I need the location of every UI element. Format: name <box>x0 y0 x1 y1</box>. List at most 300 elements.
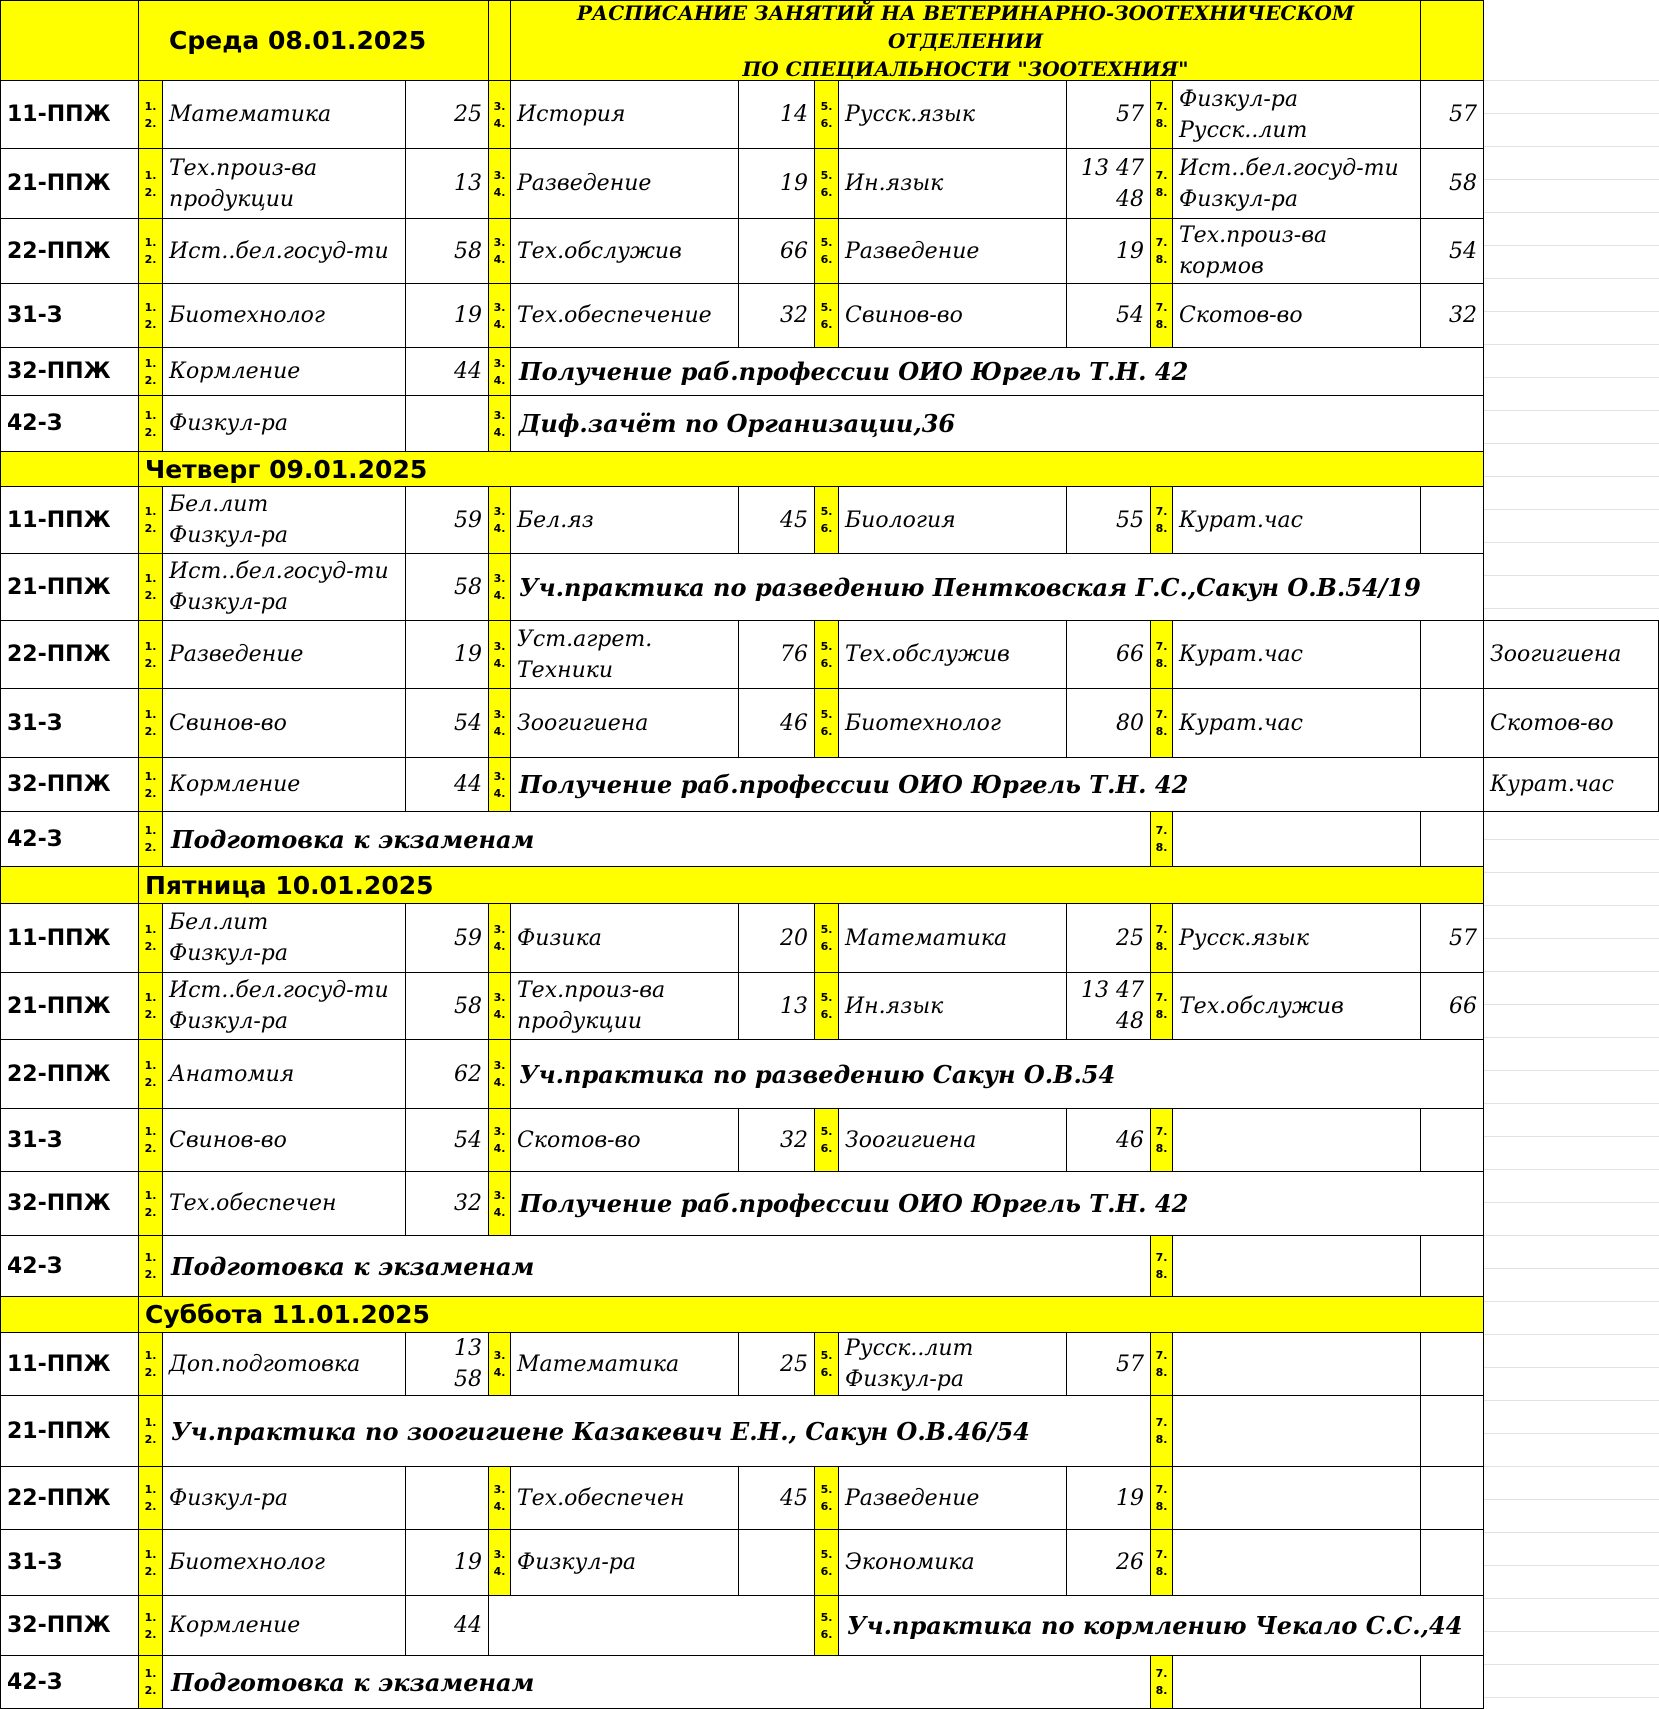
room-cell[interactable] <box>405 347 489 396</box>
room-cell[interactable] <box>738 148 815 219</box>
subject-cell[interactable] <box>838 1529 1067 1596</box>
day-header-blank <box>0 866 139 904</box>
pair-number <box>488 347 511 396</box>
subject-text <box>845 505 956 536</box>
text-line: 57 <box>1449 102 1477 127</box>
text-line: Тех.произ-ва <box>169 155 318 181</box>
subject-cell[interactable] <box>510 1332 739 1396</box>
text-line: 2. <box>144 116 157 130</box>
sheet-gridline <box>1483 1499 1659 1500</box>
room-cell[interactable] <box>405 395 489 452</box>
subject-cell[interactable] <box>838 972 1067 1040</box>
day-header-blank <box>0 451 139 487</box>
text-line: 2. <box>144 373 157 387</box>
day-label[interactable] <box>138 1296 1484 1333</box>
room-cell[interactable] <box>738 1529 815 1596</box>
text-line: 2. <box>144 317 157 331</box>
pair-number <box>814 1466 839 1530</box>
subject-cell[interactable] <box>1172 486 1421 554</box>
room-text <box>454 1059 482 1090</box>
subject-text <box>845 236 979 267</box>
room-cell[interactable] <box>738 903 815 973</box>
sheet-gridline <box>1483 212 1659 213</box>
text-line: 4. <box>493 1205 506 1219</box>
room-cell[interactable] <box>1420 218 1484 284</box>
text-line: 5. <box>820 1483 833 1496</box>
group-name[interactable] <box>0 80 139 149</box>
room-cell[interactable] <box>1066 283 1151 348</box>
room-cell[interactable] <box>405 1466 489 1530</box>
subject-cell[interactable] <box>1172 903 1421 973</box>
subject-text <box>517 1547 636 1578</box>
group-name[interactable] <box>0 1108 139 1172</box>
room-cell[interactable] <box>1066 1529 1151 1596</box>
text-line: 54 <box>454 1127 482 1153</box>
subject-cell[interactable] <box>1172 1655 1421 1709</box>
subject-cell[interactable] <box>1172 1235 1421 1297</box>
subject-cell[interactable] <box>838 1108 1067 1172</box>
room-cell[interactable] <box>405 1108 489 1172</box>
subject-cell[interactable] <box>162 395 406 452</box>
text-line: 7. <box>1155 99 1168 113</box>
room-cell[interactable] <box>1420 1332 1484 1396</box>
group-name[interactable] <box>0 620 139 689</box>
text-line: 4. <box>493 725 506 738</box>
subject-text <box>169 1547 325 1578</box>
group-name[interactable] <box>0 218 139 284</box>
text-line: 32 <box>780 1127 808 1153</box>
text-line: Кормление <box>169 359 301 384</box>
subject-cell[interactable] <box>510 1529 739 1596</box>
room-cell[interactable] <box>1066 903 1151 973</box>
room-cell[interactable] <box>405 972 489 1040</box>
pair-number <box>138 347 163 396</box>
room-cell[interactable] <box>738 80 815 149</box>
room-cell[interactable] <box>1066 972 1151 1040</box>
room-cell[interactable] <box>738 1332 815 1396</box>
subject-cell[interactable] <box>162 80 406 149</box>
room-cell[interactable] <box>738 972 815 1040</box>
text-line: 3. <box>493 356 506 370</box>
text-line: 6. <box>820 1008 833 1021</box>
text-line: 8. <box>1155 185 1168 199</box>
subject-cell[interactable] <box>162 688 406 758</box>
room-cell[interactable] <box>1066 1466 1151 1530</box>
group-name-text: 42-З <box>7 411 63 436</box>
room-cell[interactable] <box>738 283 815 348</box>
text-line: 6. <box>820 1627 833 1641</box>
room-text <box>1116 708 1144 739</box>
text-line: Кормление <box>169 772 301 797</box>
pair-number <box>138 486 163 554</box>
sheet-gridline <box>1483 1334 1659 1335</box>
room-cell[interactable] <box>738 218 815 284</box>
sheet-gridline <box>1483 575 1659 576</box>
text-line: 3. <box>493 1547 506 1561</box>
text-line: 57 <box>1116 1351 1144 1377</box>
text-line: 5. <box>820 991 833 1004</box>
group-name[interactable] <box>0 972 139 1040</box>
room-text <box>454 1547 482 1578</box>
text-line: 7. <box>1155 639 1168 653</box>
room-text <box>454 99 482 130</box>
room-cell[interactable] <box>1420 620 1484 689</box>
day-label[interactable] <box>138 866 1484 904</box>
subject-cell[interactable] <box>162 486 406 554</box>
subject-cell[interactable] <box>838 283 1067 348</box>
group-name[interactable] <box>0 553 139 621</box>
text-line: 66 <box>780 238 808 264</box>
group-name-text: 31-З <box>7 1127 63 1153</box>
subject-text <box>845 99 975 130</box>
room-text <box>1116 236 1144 267</box>
subject-cell[interactable] <box>162 1171 406 1236</box>
group-name[interactable] <box>0 395 139 452</box>
subject-cell[interactable] <box>510 620 739 689</box>
merged-event-cell[interactable] <box>510 1039 1484 1109</box>
group-name[interactable] <box>0 1529 139 1596</box>
room-cell[interactable] <box>405 553 489 621</box>
text-line: 3. <box>493 923 506 936</box>
merged-event-cell[interactable] <box>838 1595 1484 1656</box>
text-line: 5. <box>820 1610 833 1624</box>
group-name[interactable] <box>0 757 139 812</box>
merged-event-cell[interactable] <box>510 757 1484 812</box>
text-line: Русск..лит <box>1179 117 1308 143</box>
subject-cell[interactable] <box>1172 620 1421 689</box>
room-cell[interactable] <box>1066 486 1151 554</box>
pair-number <box>488 1039 511 1109</box>
subject-cell[interactable] <box>162 757 406 812</box>
sheet-gridline <box>1483 1103 1659 1104</box>
room-cell[interactable] <box>405 757 489 812</box>
group-name[interactable] <box>0 1466 139 1530</box>
text-line: 5. <box>820 708 833 721</box>
overflow-subject-cell[interactable] <box>1483 620 1659 689</box>
group-name[interactable] <box>0 148 139 219</box>
subject-text <box>517 168 651 199</box>
subject-cell[interactable] <box>162 1039 406 1109</box>
sheet-gridline <box>1483 1598 1659 1599</box>
room-text <box>454 923 482 954</box>
subject-cell[interactable] <box>162 620 406 689</box>
day-label[interactable] <box>138 0 489 81</box>
room-cell[interactable] <box>1420 148 1484 219</box>
text-line: 13 <box>454 171 482 196</box>
overflow-subject-cell[interactable] <box>1483 688 1659 758</box>
subject-cell[interactable] <box>510 283 739 348</box>
text-line: 3. <box>493 1125 506 1138</box>
subject-cell[interactable] <box>1172 688 1421 758</box>
merged-event-cell[interactable] <box>162 1655 1151 1709</box>
overflow-subject-cell[interactable] <box>1483 757 1659 812</box>
subject-cell[interactable] <box>162 148 406 219</box>
room-cell[interactable] <box>405 148 489 219</box>
room-cell[interactable] <box>738 688 815 758</box>
pair-number <box>814 218 839 284</box>
subject-text <box>169 1483 288 1514</box>
room-cell[interactable] <box>1420 1108 1484 1172</box>
room-cell[interactable] <box>405 218 489 284</box>
text-line: 54 <box>1449 238 1477 264</box>
room-cell[interactable] <box>405 688 489 758</box>
sheet-gridline <box>1483 377 1659 378</box>
room-cell[interactable] <box>1066 1108 1151 1172</box>
sheet-gridline <box>1483 938 1659 939</box>
room-cell[interactable] <box>1420 1395 1484 1467</box>
subject-cell[interactable] <box>1172 811 1421 867</box>
subject-cell[interactable] <box>162 903 406 973</box>
subject-cell[interactable] <box>1172 283 1421 348</box>
room-cell[interactable] <box>738 620 815 689</box>
room-cell[interactable] <box>1420 972 1484 1040</box>
room-cell[interactable] <box>405 1171 489 1236</box>
subject-cell[interactable] <box>1172 1332 1421 1396</box>
subject-cell[interactable] <box>838 620 1067 689</box>
room-cell[interactable] <box>1066 218 1151 284</box>
group-name[interactable] <box>0 347 139 396</box>
room-text <box>454 639 482 670</box>
text-line: продукции <box>169 186 295 212</box>
sheet-gridline <box>1483 1301 1659 1302</box>
room-cell[interactable] <box>405 283 489 348</box>
subject-cell[interactable] <box>1172 1466 1421 1530</box>
pair-number <box>138 283 163 348</box>
room-cell[interactable] <box>405 903 489 973</box>
group-name-text: 32-ППЖ <box>7 1191 111 1216</box>
room-text <box>780 236 808 267</box>
subject-cell[interactable] <box>838 1332 1067 1396</box>
room-cell[interactable] <box>1066 148 1151 219</box>
merged-event-cell[interactable] <box>510 347 1484 396</box>
subject-text <box>169 356 300 387</box>
text-line: 19 <box>780 171 808 196</box>
pair-number <box>138 811 163 867</box>
text-line: 3. <box>493 769 506 783</box>
subject-text <box>845 639 1010 670</box>
subject-cell[interactable] <box>162 347 406 396</box>
room-cell[interactable] <box>1420 1529 1484 1596</box>
sheet-gridline <box>1483 1697 1659 1698</box>
group-name-text: 11-ППЖ <box>7 507 111 533</box>
room-text <box>1116 923 1144 954</box>
text-line: 59 <box>454 925 482 951</box>
room-cell[interactable] <box>405 80 489 149</box>
subject-cell[interactable] <box>838 688 1067 758</box>
subject-text <box>169 556 389 618</box>
subject-cell[interactable] <box>162 1595 406 1656</box>
room-text <box>454 236 482 267</box>
room-cell[interactable] <box>1420 1655 1484 1709</box>
room-cell[interactable] <box>1420 811 1484 867</box>
subject-cell[interactable] <box>1172 1529 1421 1596</box>
merged-event-cell[interactable] <box>162 811 1151 867</box>
room-cell[interactable] <box>405 620 489 689</box>
subject-cell[interactable] <box>838 903 1067 973</box>
text-line: 3. <box>493 236 506 249</box>
sheet-gridline <box>1483 1136 1659 1137</box>
pair-number <box>138 1332 163 1396</box>
room-cell[interactable] <box>738 1108 815 1172</box>
subject-cell[interactable] <box>510 903 739 973</box>
text-line: 1. <box>144 99 157 113</box>
text-line: 1. <box>144 708 157 721</box>
subject-cell[interactable] <box>838 1466 1067 1530</box>
text-line: 5. <box>820 505 833 518</box>
room-cell[interactable] <box>1420 486 1484 554</box>
room-text <box>454 1125 482 1156</box>
subject-cell[interactable] <box>162 553 406 621</box>
text-line: Зоогигиена <box>845 1127 977 1153</box>
group-name[interactable] <box>0 1595 139 1656</box>
sheet-gridline <box>1483 608 1659 609</box>
subject-text <box>517 624 652 686</box>
group-name[interactable] <box>0 486 139 554</box>
merged-event-cell[interactable] <box>510 395 1484 452</box>
group-name[interactable] <box>0 1171 139 1236</box>
text-line: 8. <box>1155 940 1168 953</box>
pair-number <box>814 148 839 219</box>
subject-cell[interactable] <box>162 1108 406 1172</box>
subject-cell[interactable] <box>162 1529 406 1596</box>
subject-cell[interactable] <box>1172 80 1421 149</box>
subject-cell[interactable] <box>1172 218 1421 284</box>
text-line: 4. <box>493 1076 506 1089</box>
subject-cell[interactable] <box>510 218 739 284</box>
room-cell[interactable] <box>1420 903 1484 973</box>
text-line: 6. <box>820 185 833 199</box>
subject-cell[interactable] <box>838 218 1067 284</box>
text-line: 1. <box>144 408 157 422</box>
sheet-gridline <box>1483 509 1659 510</box>
group-name[interactable] <box>0 1039 139 1109</box>
text-line: 8. <box>1155 1366 1168 1379</box>
pair-number <box>488 218 511 284</box>
text-line: 48 <box>1116 186 1144 212</box>
text-line: 1. <box>144 1416 157 1429</box>
pair-number <box>138 1395 163 1467</box>
group-name[interactable] <box>0 1235 139 1297</box>
text-line: 6. <box>820 1564 833 1578</box>
room-cell[interactable] <box>405 1332 489 1396</box>
subject-cell[interactable] <box>510 148 739 219</box>
sheet-gridline <box>1483 1070 1659 1071</box>
group-name-text: 22-ППЖ <box>7 1061 111 1087</box>
subject-text <box>169 708 287 739</box>
text-line: 5. <box>820 1547 833 1561</box>
merged-event-cell[interactable] <box>162 1235 1151 1297</box>
day-header-blank <box>0 0 139 81</box>
room-cell[interactable] <box>1066 688 1151 758</box>
subject-cell[interactable] <box>162 972 406 1040</box>
text-line: Тех.обслужив <box>1179 993 1344 1019</box>
text-line: 6. <box>820 522 833 535</box>
group-name-text: 31-З <box>7 303 63 328</box>
group-name[interactable] <box>0 688 139 758</box>
subject-cell[interactable] <box>1172 1395 1421 1467</box>
subject-text <box>517 236 682 267</box>
pair-number <box>488 80 511 149</box>
room-cell[interactable] <box>405 486 489 554</box>
pair-number <box>138 1171 163 1236</box>
merged-event-cell[interactable] <box>162 1395 1151 1467</box>
subject-cell[interactable] <box>162 218 406 284</box>
subject-cell[interactable] <box>838 80 1067 149</box>
text-line: 3. <box>493 1483 506 1496</box>
subject-cell[interactable] <box>510 1108 739 1172</box>
room-cell[interactable] <box>405 1529 489 1596</box>
group-name[interactable] <box>0 1332 139 1396</box>
group-name[interactable] <box>0 811 139 867</box>
subject-cell[interactable] <box>1172 972 1421 1040</box>
text-line: 32 <box>454 1191 482 1216</box>
group-name[interactable] <box>0 1655 139 1709</box>
group-name[interactable] <box>0 283 139 348</box>
subject-cell[interactable] <box>162 1466 406 1530</box>
subject-cell[interactable] <box>510 972 739 1040</box>
text-line: Тех.обслужив <box>845 642 1010 667</box>
text-line: Разведение <box>845 1485 980 1511</box>
subject-cell[interactable] <box>162 283 406 348</box>
group-name[interactable] <box>0 903 139 973</box>
text-line: 1. <box>144 1667 157 1680</box>
text-line: 7. <box>1155 1349 1168 1362</box>
subject-text <box>169 639 303 670</box>
room-cell[interactable] <box>1420 80 1484 149</box>
room-cell[interactable] <box>1066 80 1151 149</box>
text-line: Тех.произ-ва <box>1179 223 1328 248</box>
room-cell[interactable] <box>1420 1466 1484 1530</box>
room-cell[interactable] <box>405 1595 489 1656</box>
subject-cell[interactable] <box>838 486 1067 554</box>
text-line: 3. <box>493 991 506 1004</box>
day-label[interactable] <box>138 451 1484 487</box>
subject-cell[interactable] <box>1172 1108 1421 1172</box>
group-name[interactable] <box>0 1395 139 1467</box>
pair-number <box>1150 283 1173 348</box>
subject-cell[interactable] <box>162 1332 406 1396</box>
room-cell[interactable] <box>1420 688 1484 758</box>
subject-cell[interactable] <box>838 148 1067 219</box>
text-line: 4. <box>493 786 506 800</box>
subject-cell[interactable] <box>1172 148 1421 219</box>
overflow-subject-text: Зоогигиена <box>1490 642 1622 667</box>
room-text <box>1116 99 1144 130</box>
merged-event-cell[interactable] <box>510 553 1484 621</box>
text-line: Уст.агрет. <box>517 626 653 652</box>
sheet-gridline <box>1483 1037 1659 1038</box>
text-line: 58 <box>454 238 482 264</box>
text-line: 4. <box>493 185 506 199</box>
pair-number <box>1150 1655 1173 1709</box>
room-cell[interactable] <box>1066 1332 1151 1396</box>
text-line: 8. <box>1155 116 1168 130</box>
text-line: 3. <box>493 572 506 585</box>
room-text <box>1116 1349 1144 1380</box>
subject-cell[interactable] <box>510 486 739 554</box>
pair-number <box>1150 972 1173 1040</box>
room-cell[interactable] <box>738 1466 815 1530</box>
room-cell[interactable] <box>1420 1235 1484 1297</box>
subject-cell[interactable] <box>510 1466 739 1530</box>
room-cell[interactable] <box>738 486 815 554</box>
subject-cell[interactable] <box>510 688 739 758</box>
room-cell[interactable] <box>405 1039 489 1109</box>
merged-event-cell[interactable] <box>510 1171 1484 1236</box>
room-cell[interactable] <box>1066 620 1151 689</box>
room-cell[interactable] <box>1420 283 1484 348</box>
subject-cell[interactable] <box>510 80 739 149</box>
